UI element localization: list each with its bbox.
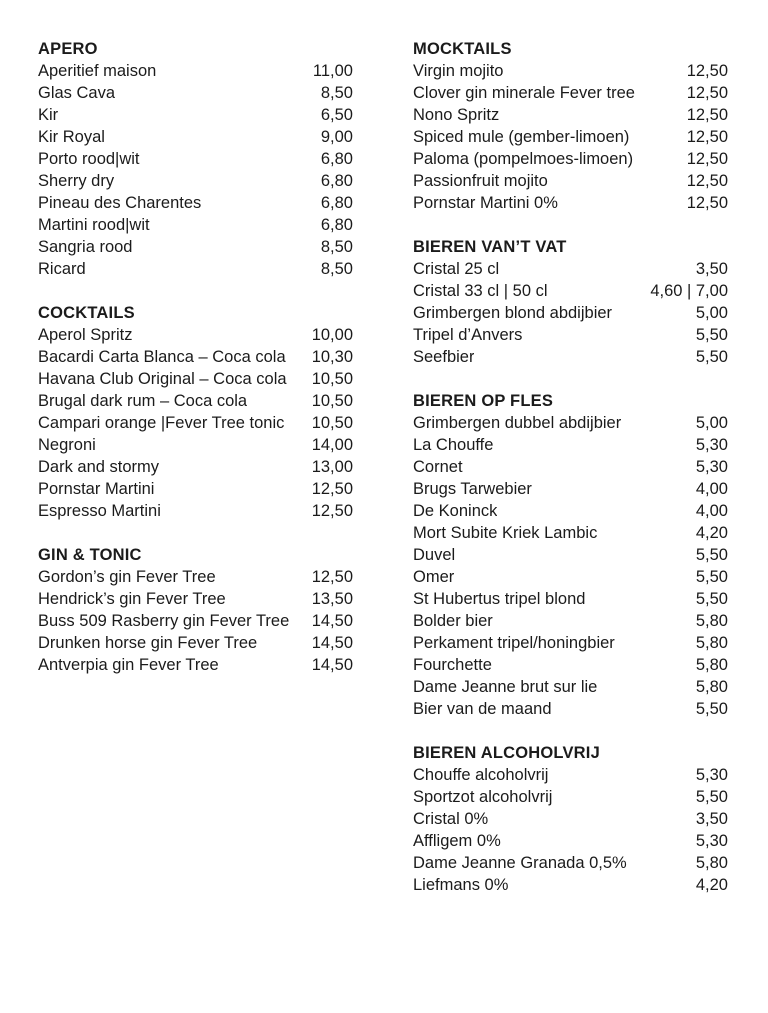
section-title: APERO xyxy=(38,40,98,58)
item-price: 11,00 xyxy=(312,62,353,80)
menu-row xyxy=(413,852,728,874)
menu-row xyxy=(38,654,353,676)
section-rows xyxy=(38,60,353,280)
item-price: 5,50 xyxy=(695,700,728,718)
item-name: Cristal 0% xyxy=(413,810,489,828)
menu-section xyxy=(413,390,728,720)
section-rows xyxy=(413,412,728,720)
item-price: 4,20 xyxy=(695,524,728,542)
section-rows xyxy=(413,60,728,214)
menu-row xyxy=(413,544,728,566)
item-name: Negroni xyxy=(38,436,96,454)
item-name: Espresso Martini xyxy=(38,502,161,520)
item-name: Aperol Spritz xyxy=(38,326,133,344)
item-price: 5,50 xyxy=(695,788,728,806)
item-name: Cornet xyxy=(413,458,463,476)
item-name: Dame Jeanne Granada 0,5% xyxy=(413,854,627,872)
item-price: 12,50 xyxy=(686,128,728,146)
item-price: 8,50 xyxy=(320,238,353,256)
menu-row xyxy=(413,808,728,830)
menu-row xyxy=(38,566,353,588)
item-name: Chouffe alcoholvrij xyxy=(413,766,549,784)
item-name: Bolder bier xyxy=(413,612,493,630)
section-title: BIEREN OP FLES xyxy=(413,392,554,410)
item-price: 4,20 xyxy=(695,876,728,894)
item-price: 5,80 xyxy=(695,634,728,652)
item-name: Bier van de maand xyxy=(413,700,552,718)
menu-row xyxy=(38,214,353,236)
menu-row xyxy=(413,566,728,588)
menu-row xyxy=(38,258,353,280)
menu-row xyxy=(413,764,728,786)
item-name: Havana Club Original – Coca cola xyxy=(38,370,287,388)
item-name: Bacardi Carta Blanca – Coca cola xyxy=(38,348,286,366)
item-price: 5,50 xyxy=(695,326,728,344)
item-price: 12,50 xyxy=(311,502,353,520)
item-name: Brugal dark rum – Coca cola xyxy=(38,392,248,410)
item-name: Antverpia gin Fever Tree xyxy=(38,656,219,674)
item-name: Aperitief maison xyxy=(38,62,157,80)
menu-row xyxy=(413,60,728,82)
item-name: Pornstar Martini 0% xyxy=(413,194,558,212)
item-name: Pornstar Martini xyxy=(38,480,155,498)
item-name: Cristal 33 cl | 50 cl xyxy=(413,282,548,300)
section-rows xyxy=(38,324,353,522)
menu-row xyxy=(38,500,353,522)
item-name: Clover gin minerale Fever tree xyxy=(413,84,635,102)
item-price: 4,60 | 7,00 xyxy=(650,282,728,300)
menu-row xyxy=(413,82,728,104)
menu-row xyxy=(38,82,353,104)
item-price: 10,50 xyxy=(311,414,353,432)
item-name: Cristal 25 cl xyxy=(413,260,500,278)
item-name: Grimbergen blond abdijbier xyxy=(413,304,613,322)
item-price: 12,50 xyxy=(686,150,728,168)
section-title: BIEREN VAN’T VAT xyxy=(413,238,567,256)
item-price: 12,50 xyxy=(311,480,353,498)
item-name: Glas Cava xyxy=(38,84,116,102)
item-name: Nono Spritz xyxy=(413,106,500,124)
menu-section xyxy=(413,38,728,214)
section-rows xyxy=(413,258,728,368)
menu-section xyxy=(413,742,728,896)
menu-column-left xyxy=(38,38,353,698)
menu-section xyxy=(38,302,353,522)
section-rows xyxy=(413,764,728,896)
item-price: 5,50 xyxy=(695,590,728,608)
menu-row xyxy=(413,412,728,434)
menu-row xyxy=(38,412,353,434)
item-name: Spiced mule (gember-limoen) xyxy=(413,128,630,146)
menu-row xyxy=(413,522,728,544)
menu-row xyxy=(413,148,728,170)
item-price: 5,50 xyxy=(695,348,728,366)
menu-row xyxy=(38,104,353,126)
menu-row xyxy=(413,456,728,478)
item-price: 5,00 xyxy=(695,304,728,322)
menu-row xyxy=(38,170,353,192)
menu-section xyxy=(38,38,353,280)
menu-row xyxy=(413,324,728,346)
item-price: 14,00 xyxy=(311,436,353,454)
item-name: Liefmans 0% xyxy=(413,876,509,894)
menu-row xyxy=(413,588,728,610)
item-name: Seefbier xyxy=(413,348,475,366)
menu-row xyxy=(413,192,728,214)
menu-row xyxy=(38,610,353,632)
item-price: 9,00 xyxy=(320,128,353,146)
item-price: 6,80 xyxy=(320,150,353,168)
menu-row xyxy=(413,434,728,456)
item-name: Fourchette xyxy=(413,656,492,674)
item-price: 4,00 xyxy=(695,480,728,498)
menu-row xyxy=(38,148,353,170)
item-price: 13,00 xyxy=(311,458,353,476)
item-price: 5,80 xyxy=(695,612,728,630)
item-price: 10,00 xyxy=(311,326,353,344)
item-name: Kir xyxy=(38,106,59,124)
menu-row xyxy=(38,478,353,500)
item-price: 10,50 xyxy=(311,392,353,410)
item-price: 5,30 xyxy=(695,458,728,476)
menu-row xyxy=(38,632,353,654)
item-name: Omer xyxy=(413,568,455,586)
item-name: Brugs Tarwebier xyxy=(413,480,532,498)
item-price: 12,50 xyxy=(686,106,728,124)
item-name: Sherry dry xyxy=(38,172,115,190)
item-name: Affligem 0% xyxy=(413,832,501,850)
item-price: 5,30 xyxy=(695,436,728,454)
item-price: 6,80 xyxy=(320,172,353,190)
menu-row xyxy=(413,874,728,896)
item-name: Tripel d’Anvers xyxy=(413,326,523,344)
item-price: 5,80 xyxy=(695,656,728,674)
item-name: Drunken horse gin Fever Tree xyxy=(38,634,258,652)
item-name: Virgin mojito xyxy=(413,62,504,80)
menu-row xyxy=(413,104,728,126)
menu-row xyxy=(413,126,728,148)
item-price: 12,50 xyxy=(686,62,728,80)
item-name: La Chouffe xyxy=(413,436,494,454)
item-name: Kir Royal xyxy=(38,128,105,146)
menu-row xyxy=(38,192,353,214)
item-price: 5,30 xyxy=(695,832,728,850)
menu-row xyxy=(413,302,728,324)
item-price: 3,50 xyxy=(695,810,728,828)
item-price: 14,50 xyxy=(311,656,353,674)
item-price: 14,50 xyxy=(311,612,353,630)
menu-row xyxy=(38,346,353,368)
item-price: 12,50 xyxy=(686,172,728,190)
section-title: COCKTAILS xyxy=(38,304,135,322)
menu-row xyxy=(413,170,728,192)
section-rows xyxy=(38,566,353,676)
item-name: Campari orange |Fever Tree tonic xyxy=(38,414,285,432)
item-name: Mort Subite Kriek Lambic xyxy=(413,524,598,542)
menu-row xyxy=(38,126,353,148)
item-price: 12,50 xyxy=(311,568,353,586)
menu-row xyxy=(413,280,728,302)
item-name: Grimbergen dubbel abdijbier xyxy=(413,414,622,432)
item-price: 8,50 xyxy=(320,84,353,102)
menu-section xyxy=(413,236,728,368)
item-price: 6,80 xyxy=(320,216,353,234)
menu-row xyxy=(413,654,728,676)
item-price: 10,30 xyxy=(311,348,353,366)
item-price: 14,50 xyxy=(311,634,353,652)
menu-row xyxy=(38,368,353,390)
section-title: BIEREN ALCOHOLVRIJ xyxy=(413,744,600,762)
item-price: 5,50 xyxy=(695,546,728,564)
item-name: De Koninck xyxy=(413,502,498,520)
item-price: 13,50 xyxy=(311,590,353,608)
item-name: Ricard xyxy=(38,260,86,278)
menu-section xyxy=(38,544,353,676)
menu-row xyxy=(413,632,728,654)
item-price: 8,50 xyxy=(320,260,353,278)
item-price: 5,80 xyxy=(695,678,728,696)
section-title: GIN & TONIC xyxy=(38,546,142,564)
menu-row xyxy=(38,434,353,456)
item-name: St Hubertus tripel blond xyxy=(413,590,586,608)
menu-row xyxy=(413,346,728,368)
item-price: 5,80 xyxy=(695,854,728,872)
item-name: Hendrick’s gin Fever Tree xyxy=(38,590,226,608)
item-price: 4,00 xyxy=(695,502,728,520)
menu-row xyxy=(413,676,728,698)
menu-row xyxy=(38,60,353,82)
menu-row xyxy=(413,830,728,852)
menu-row xyxy=(38,236,353,258)
item-name: Sangria rood xyxy=(38,238,133,256)
menu-row xyxy=(38,324,353,346)
item-price: 5,30 xyxy=(695,766,728,784)
item-price: 3,50 xyxy=(695,260,728,278)
menu-row xyxy=(38,390,353,412)
item-name: Duvel xyxy=(413,546,456,564)
item-name: Paloma (pompelmoes-limoen) xyxy=(413,150,634,168)
menu-row xyxy=(413,786,728,808)
item-name: Dame Jeanne brut sur lie xyxy=(413,678,598,696)
item-name: Porto rood|wit xyxy=(38,150,140,168)
item-name: Pineau des Charentes xyxy=(38,194,202,212)
item-price: 12,50 xyxy=(686,84,728,102)
item-name: Gordon’s gin Fever Tree xyxy=(38,568,216,586)
item-name: Dark and stormy xyxy=(38,458,160,476)
item-name: Buss 509 Rasberry gin Fever Tree xyxy=(38,612,290,630)
menu-row xyxy=(38,456,353,478)
item-name: Martini rood|wit xyxy=(38,216,150,234)
item-name: Passionfruit mojito xyxy=(413,172,548,190)
menu-row xyxy=(413,478,728,500)
menu-column-right xyxy=(413,38,728,918)
item-price: 10,50 xyxy=(311,370,353,388)
item-price: 6,80 xyxy=(320,194,353,212)
menu-row xyxy=(38,588,353,610)
item-name: Sportzot alcoholvrij xyxy=(413,788,553,806)
menu-row xyxy=(413,698,728,720)
item-price: 12,50 xyxy=(686,194,728,212)
item-price: 5,50 xyxy=(695,568,728,586)
section-title: MOCKTAILS xyxy=(413,40,512,58)
item-price: 6,50 xyxy=(320,106,353,124)
menu-row xyxy=(413,610,728,632)
item-price: 5,00 xyxy=(695,414,728,432)
menu-row xyxy=(413,500,728,522)
item-name: Perkament tripel/honingbier xyxy=(413,634,615,652)
menu-row xyxy=(413,258,728,280)
